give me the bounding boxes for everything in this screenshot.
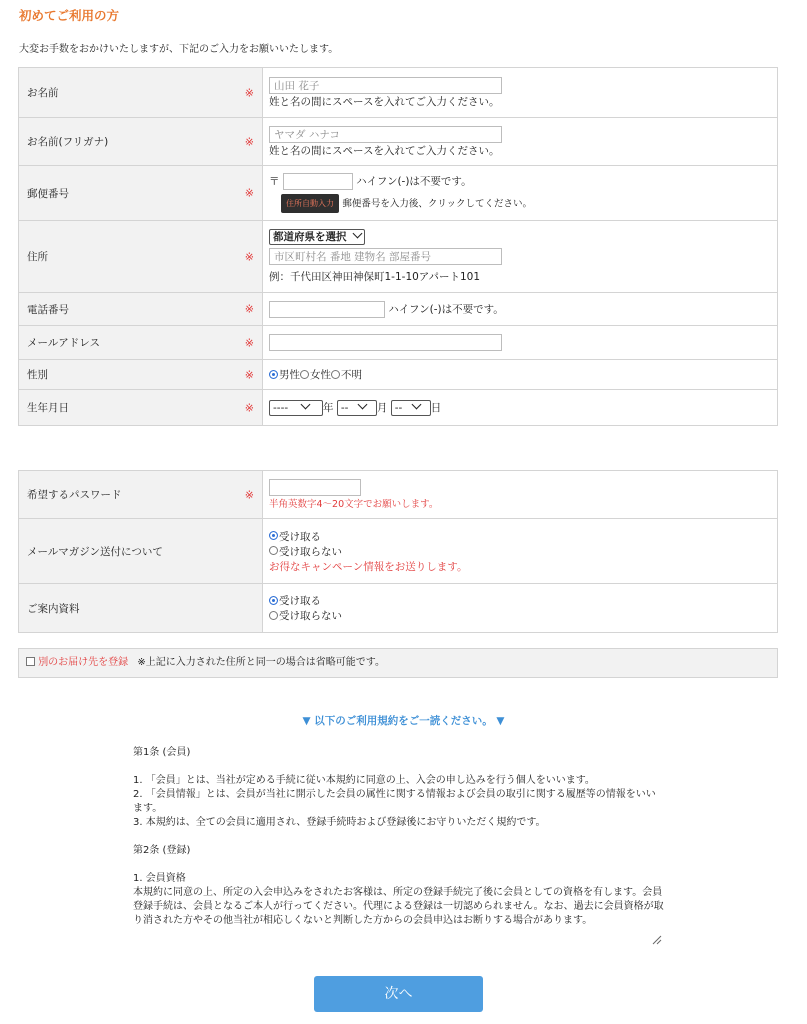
guide-label-cell [19,584,263,633]
address-value-cell [263,221,778,293]
account-options-table [18,470,778,633]
birth-year-value: ---- [273,401,289,414]
birth-month-value: -- [340,401,349,414]
phone-row [19,293,778,326]
newsletter-receive-radio[interactable] [269,531,278,540]
guide-receive-label: 受け取る [279,595,321,607]
newsletter-decline-radio[interactable] [269,546,278,555]
postal-prefix: 〒 [269,175,280,188]
kana-row [19,118,778,166]
postal-label: 郵便番号 [27,187,69,200]
chevron-down-icon [412,399,422,409]
phone-value-cell [263,293,778,326]
resize-grip-icon[interactable] [652,935,662,945]
email-value-cell [263,326,778,360]
birth-day-select[interactable] [391,400,431,416]
shipping-address-checkbox[interactable] [26,657,35,666]
birthday-value-cell [263,390,778,426]
shipping-address-label[interactable]: 別のお届け先を登録 [38,657,129,668]
intro-text: 大変お手数をおかけいたしますが、下記のご入力をお願いいたします。 [19,44,339,55]
name-input[interactable]: 山田 花子 [269,77,502,94]
chevron-down-icon [301,399,311,409]
customer-info-table [18,67,778,426]
postal-value-cell [263,166,778,221]
article2-para1: 1. 会員資格 [133,873,186,884]
autofill-hint: 郵便番号を入力後、クリックしてください。 [342,198,532,210]
phone-label: 電話番号 [27,303,69,316]
article2-title: 第2条 (登録) [133,845,191,856]
article1-title: 第1条 (会員) [133,747,191,758]
required-mark: ※ [244,135,254,148]
guide-receive-radio[interactable] [269,596,278,605]
postal-row [19,166,778,221]
chevron-down-icon [358,399,368,409]
phone-label-cell [19,293,263,326]
newsletter-receive-label: 受け取る [279,530,321,543]
newsletter-note: お得なキャンペーン情報をお送りします。 [269,560,468,573]
phone-input[interactable] [269,301,385,318]
newsletter-row [19,519,778,584]
gender-label-cell [19,360,263,390]
kana-label: お名前(フリガナ) [27,136,109,148]
password-value-cell [263,471,778,519]
email-label: メールアドレス [27,337,100,349]
gender-female-label: 女性 [310,369,331,381]
kana-label-cell [19,118,263,166]
password-label-cell [19,471,263,519]
birth-day-value: -- [394,401,403,414]
prefecture-select-value: 都道府県を選択 [273,231,347,243]
required-mark: ※ [244,302,254,316]
gender-unknown-label: 不明 [341,369,362,381]
newsletter-label: メールマガジン送付について [27,545,163,558]
phone-hint: ハイフン(-)は不要です。 [388,303,504,315]
kana-input[interactable]: ヤマダ ハナコ [269,126,502,143]
gender-label: 性別 [27,369,48,381]
birthday-label: 生年月日 [27,402,69,414]
gender-unknown-radio[interactable] [331,370,340,379]
address-label: 住所 [27,251,48,263]
article1-para2: 2. 「会員情報」とは、会員が当社に開示した会員の属性に関する情報および会員の取引に関する履歴等の情報をいいます。 [133,789,656,814]
name-row [19,68,778,118]
day-unit: 日 [430,401,442,414]
guide-decline-label: 受け取らない [279,610,342,622]
month-unit: 月 [376,401,388,414]
email-input[interactable] [269,334,502,351]
password-row [19,471,778,519]
chevron-down-icon [352,229,362,239]
birthday-row [19,390,778,426]
gender-male-label: 男性 [279,369,300,381]
required-mark: ※ [244,336,254,349]
article1-para3: 3. 本規約は、全ての会員に適用され、登録手続時および登録後にお守りいただく規約です。 [133,817,546,828]
guide-value-cell [263,584,778,633]
year-unit: 年 [323,401,334,414]
newsletter-decline-label: 受け取らない [279,545,342,558]
postal-hint: ハイフン(-)は不要です。 [356,175,472,188]
required-mark: ※ [244,250,254,263]
address-autofill-button[interactable]: 住所自動入力 [281,194,339,213]
kana-value-cell [263,118,778,166]
email-row [19,326,778,360]
name-hint: 姓と名の間にスペースを入れてご入力ください。 [269,95,500,108]
guide-row [19,584,778,633]
kana-hint: 姓と名の間にスペースを入れてご入力ください。 [269,144,500,157]
next-button[interactable]: 次へ [314,976,483,1012]
required-mark: ※ [244,86,254,99]
birth-year-select[interactable] [269,400,323,416]
address-example: 例：千代田区神田神保町1-1-10アパート101 [269,271,480,283]
terms-heading: ▼ 以下のご利用規約をご一読ください。 ▼ [302,715,505,727]
gender-value-cell [263,360,778,390]
prefecture-select[interactable] [269,229,365,245]
postal-input[interactable] [283,173,353,190]
guide-label: ご案内資料 [27,602,80,615]
name-label: お名前 [27,87,59,99]
required-mark: ※ [244,368,254,381]
address-input[interactable]: 市区町村名 番地 建物名 部屋番号 [269,248,502,265]
name-value-cell [263,68,778,118]
gender-female-radio[interactable] [300,370,309,379]
name-label-cell [19,68,263,118]
address-row [19,221,778,293]
guide-decline-radio[interactable] [269,611,278,620]
shipping-address-box [18,648,778,678]
gender-male-radio[interactable] [269,370,278,379]
shipping-note: ※上記に入力された住所と同一の場合は省略可能です。 [137,657,385,668]
password-hint: 半角英数字4〜20文字でお願いします。 [269,499,439,510]
terms-scroll-area[interactable] [133,746,665,946]
password-label: 希望するパスワード [27,489,122,501]
newsletter-value-cell [263,519,778,584]
required-mark: ※ [244,488,254,501]
address-label-cell [19,221,263,293]
password-input[interactable] [269,479,361,496]
required-mark: ※ [244,186,254,200]
email-label-cell [19,326,263,360]
newsletter-label-cell [19,519,263,584]
postal-label-cell [19,166,263,221]
birthday-label-cell [19,390,263,426]
gender-row [19,360,778,390]
page-title: 初めてご利用の方 [19,8,120,23]
birth-month-select[interactable] [337,400,377,416]
required-mark: ※ [244,401,254,414]
article1-para1: 1. 「会員」とは、当社が定める手続に従い本規約に同意の上、入会の申し込みを行う個人をいいます。 [133,775,595,786]
article2-para2: 本規約に同意の上、所定の入会申込みをされたお客様は、所定の登録手続完了後に会員としての資格を有します。会員登録手続は、会員となるご本人が行ってください。代理による登録は一切認められません。なお、過去に会員資格が取り消された方やその他当社が相応しくないと判断した方からの会員申込はお断りする場合があります。 [133,887,664,926]
